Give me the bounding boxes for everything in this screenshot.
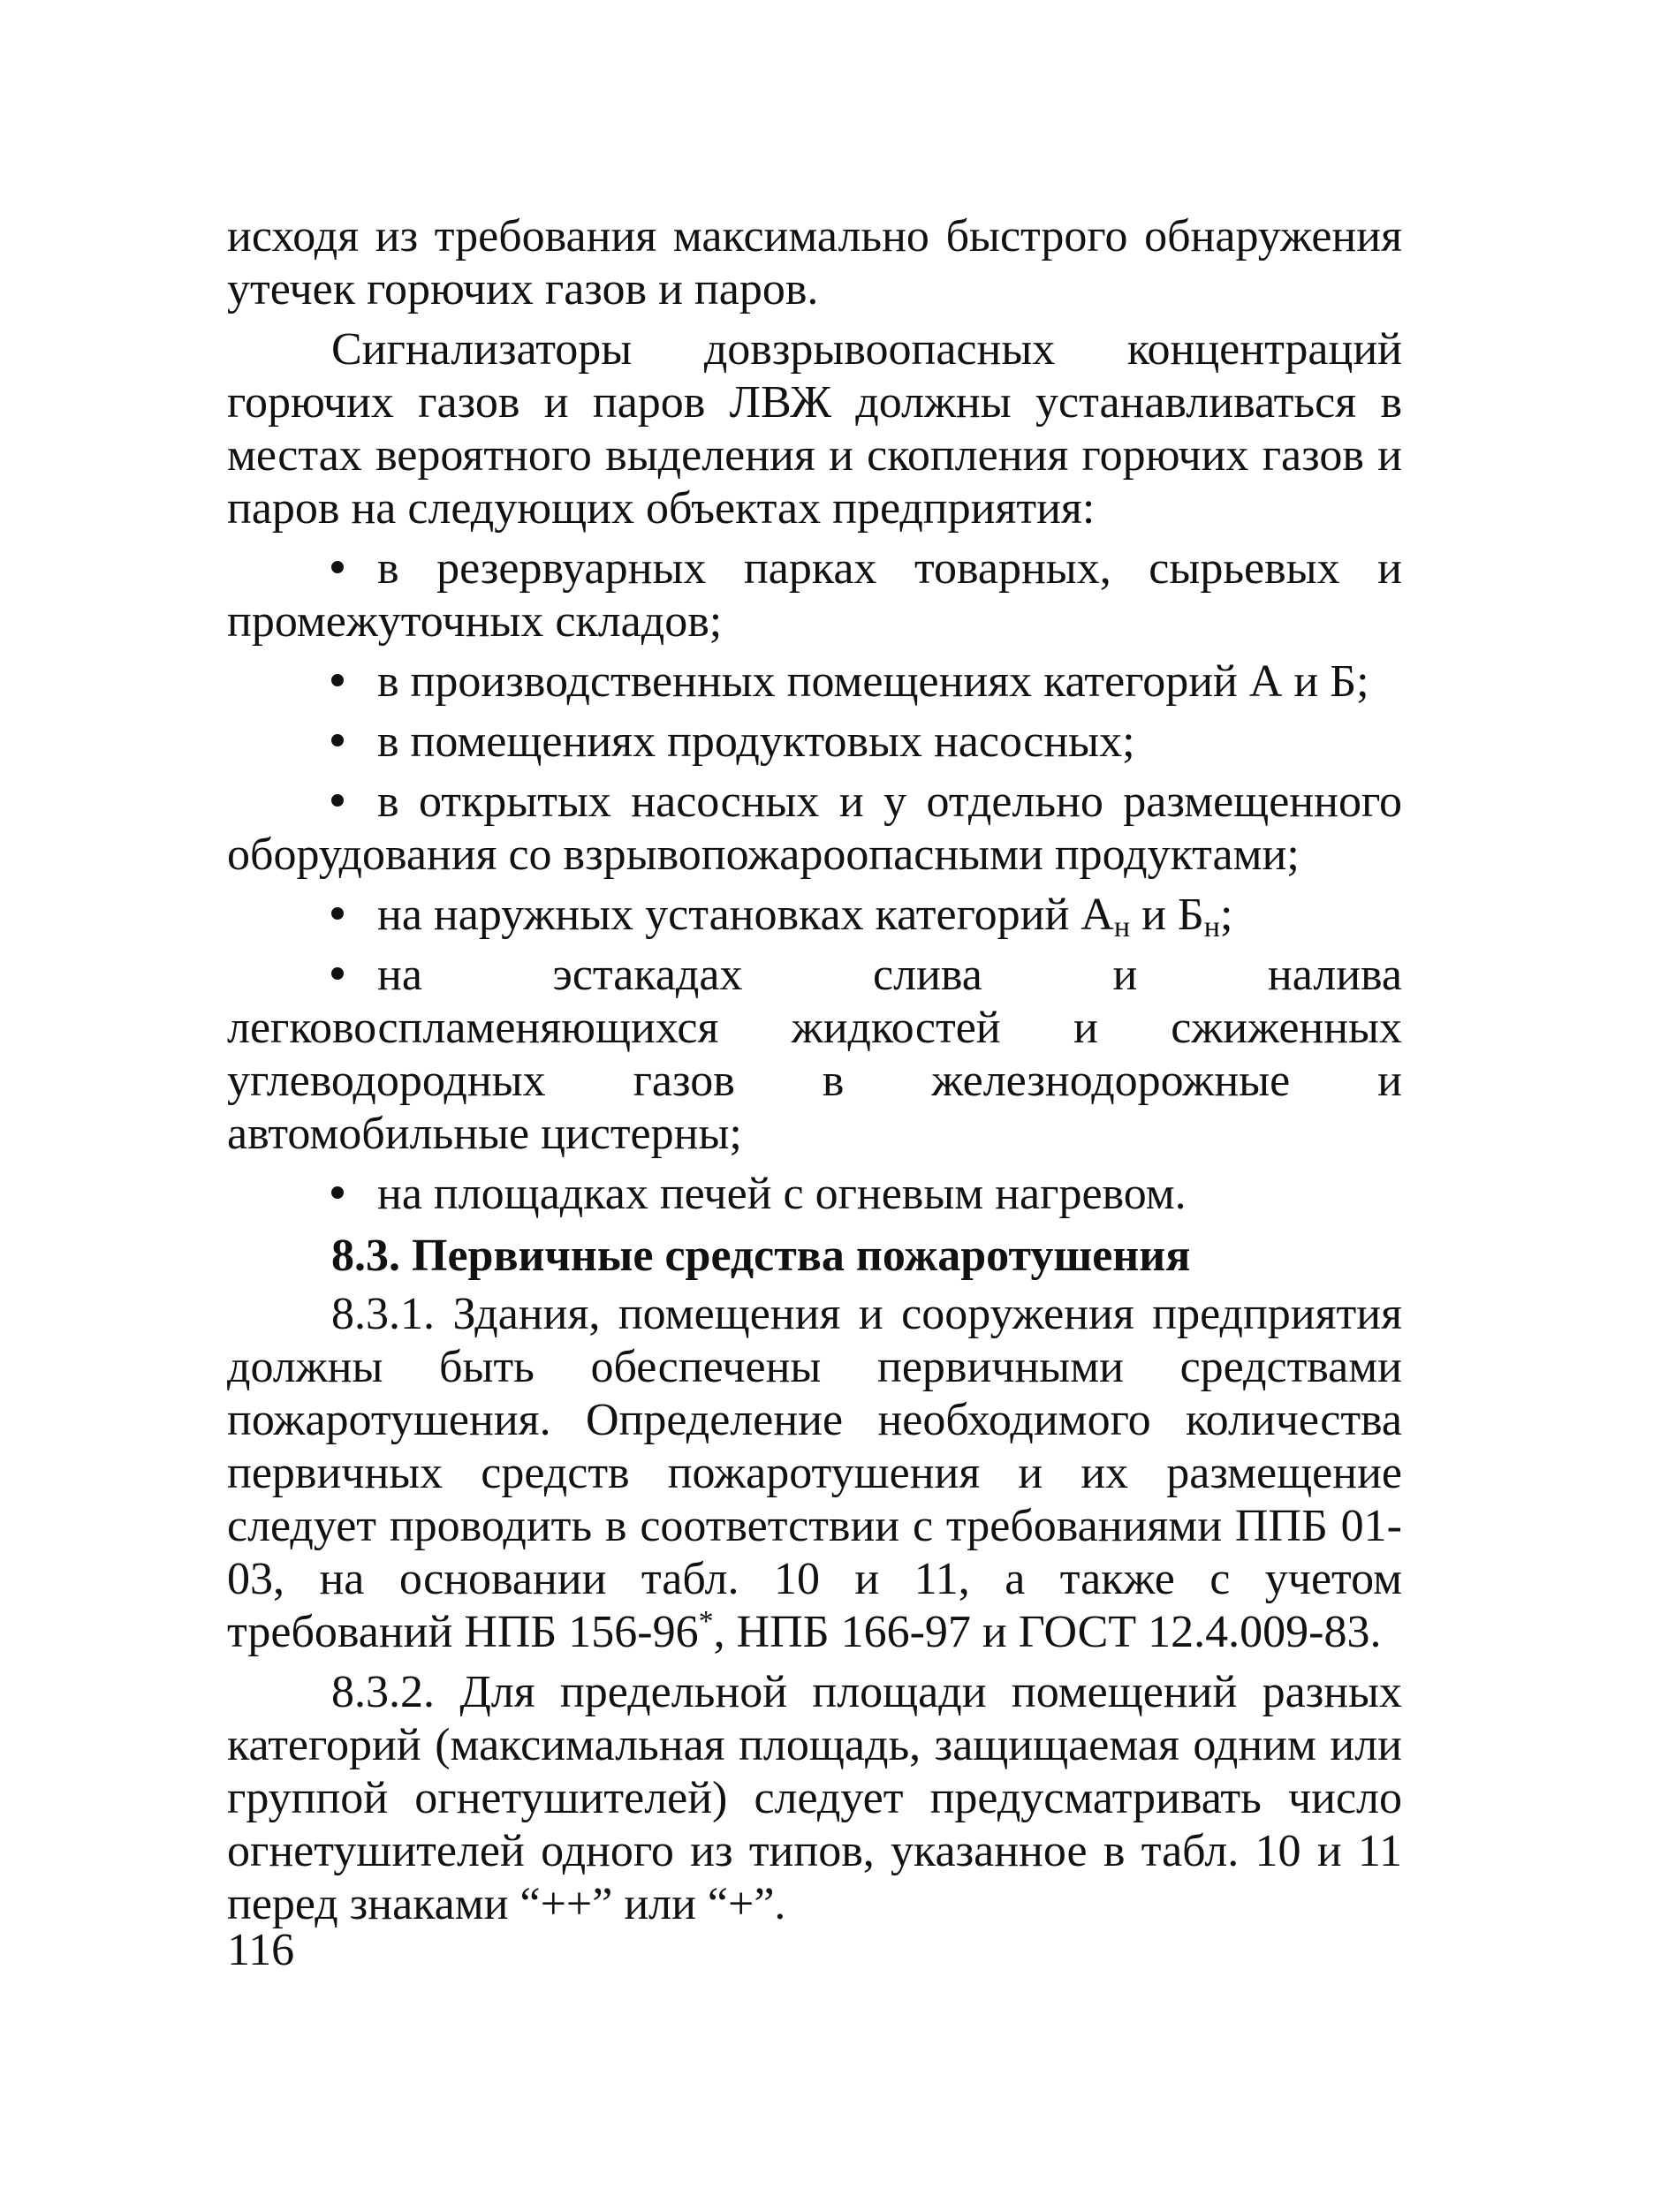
subscript-n: н [1113,911,1131,943]
bullet-item-outdoor-installations [227,889,1402,942]
bullet-text: в резервуарных парках товарных, сырьевых и промежуточных складов; [227,543,1402,647]
bullet-icon [331,907,344,920]
superscript-asterisk: * [698,1605,714,1638]
bullet-item-furnaces [227,1168,1402,1221]
bullet-text-mid: и Б [1130,890,1204,940]
bullet-item-racks [227,949,1402,1161]
paragraph-continuation: исходя из требования максимально быстрого обнаружения утечек горючих газов и паров. [227,211,1402,314]
bullet-icon [331,674,344,686]
bullet-text: в производственных помещениях категорий А и Б; [377,656,1369,707]
paragraph-8-3-1 [227,1288,1402,1659]
subscript-n: н [1203,911,1220,943]
bullet-text: на эстакадах слива и налива легковоспламеняющихся жидкостей и сжиженных углеводородных газов в железнодорожные и автомобильные цистерны; [227,950,1402,1159]
page-number: 116 [227,1925,295,1975]
bullet-icon [331,794,344,807]
paragraph-signalizers: Сигнализаторы довзрывоопасных концентраций горючих газов и паров ЛВЖ должны устанавливаться в местах вероятного выделения и скопления горючих газов и паров на следующих объектах предприятия: [227,324,1402,534]
bullet-text: на площадках печей с огневым нагревом. [377,1169,1187,1219]
section-heading: 8.3. Первичные средства пожаротушения [331,1231,1191,1281]
bullet-item-tank-farms [227,542,1402,648]
page-body [227,210,1402,1931]
bullet-item-open-pumps [227,776,1402,882]
bullet-item-production-rooms [227,655,1402,708]
bullet-text-suffix: ; [1219,890,1233,940]
bullet-icon [331,1186,344,1199]
bullet-icon [331,734,344,746]
paragraph-text: , НПБ 166-97 и ГОСТ 12.4.009-83. [713,1607,1382,1657]
paragraph-text: 8.3.1. Здания, помещения и сооружения предприятия должны быть обеспечены первичными средствами пожаротушения. Определение необходимого количества первичных средств пожаротушения и их размещение следует проводить в соответствии с требованиями ППБ 01-03, на основании табл. 10 и 11, а также с учетом требований НПБ 156-96 [227,1289,1402,1657]
bullet-text-prefix: на наружных установках категорий А [377,890,1114,940]
bullet-icon [331,967,344,980]
bullet-icon [331,561,344,573]
bullet-item-pump-rooms [227,716,1402,769]
bullet-text: в помещениях продуктовых насосных; [377,716,1135,767]
bullet-text: в открытых насосных и у отдельно размещенного оборудования со взрывопожароопасными продуктами; [227,776,1402,880]
paragraph-8-3-2: 8.3.2. Для предельной площади помещений разных категорий (максимальная площадь, защищаемая одним или группой огнетушителей) следует предусматривать число огнетушителей одного из типов, указанное в табл. 10 и 11 перед знаками “++” или “+”. [227,1667,1402,1929]
